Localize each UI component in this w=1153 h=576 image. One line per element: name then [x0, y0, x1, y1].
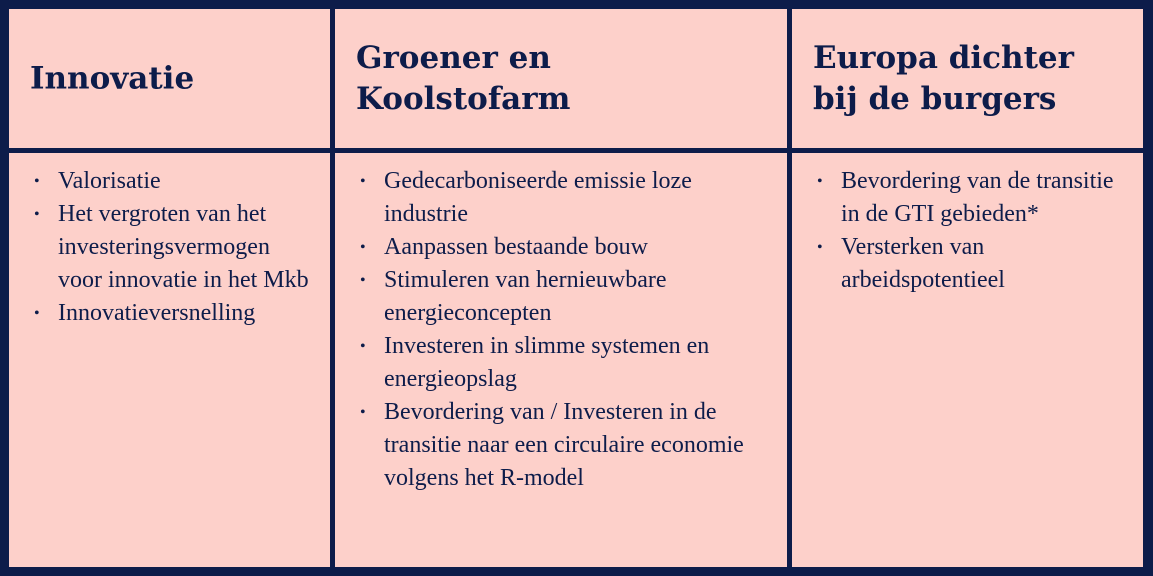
- list-item: [31, 297, 318, 330]
- list-item: [357, 396, 775, 495]
- list-item: [814, 165, 1131, 231]
- header-cell-innovatie: [9, 9, 330, 148]
- list-item-text: Valorisatie: [58, 168, 161, 194]
- header-cell-europa: [792, 9, 1143, 148]
- bullet-icon: •: [34, 173, 40, 190]
- bullet-icon: •: [34, 305, 40, 322]
- bullet-icon: •: [360, 272, 366, 289]
- list-item-text: Het vergroten van het investeringsvermogen voor innovatie in het Mkb: [58, 201, 309, 293]
- list-item-text: Innovatieversnelling: [58, 300, 256, 326]
- list-item-text: Investeren in slimme systemen en energieopslag: [384, 333, 710, 392]
- bullet-icon: •: [360, 404, 366, 421]
- list-item: [814, 231, 1131, 297]
- list-item-text: Versterken van arbeidspotentieel: [841, 234, 1005, 293]
- column-heading: Europa dichter bij de burgers: [813, 39, 1074, 117]
- list-item: [357, 330, 775, 396]
- list-item: [31, 165, 318, 198]
- header-cell-groener: [335, 9, 787, 148]
- bullet-list: [814, 165, 1131, 297]
- body-cell-innovatie: [9, 153, 330, 567]
- bullet-icon: •: [817, 173, 823, 190]
- list-item: [31, 198, 318, 297]
- bullet-list: [31, 165, 318, 330]
- list-item-text: Bevordering van de transitie in de GTI gebieden*: [841, 168, 1114, 227]
- bullet-icon: •: [360, 239, 366, 256]
- list-item-text: Bevordering van / Investeren in de transitie naar een circulaire economie volgens het R-model: [384, 399, 744, 491]
- bullet-icon: •: [817, 239, 823, 256]
- list-item-text: Gedecarboniseerde emissie loze industrie: [384, 168, 692, 227]
- bullet-list: [357, 165, 775, 495]
- column-heading: Groener en Koolstofarm: [356, 39, 571, 117]
- list-item: [357, 264, 775, 330]
- column-heading: Innovatie: [30, 60, 195, 96]
- list-item: [357, 165, 775, 231]
- bullet-icon: •: [360, 173, 366, 190]
- list-item-text: Stimuleren van hernieuwbare energieconcepten: [384, 267, 667, 326]
- body-cell-europa: [792, 153, 1143, 567]
- body-cell-groener: [335, 153, 787, 567]
- bullet-icon: •: [34, 206, 40, 223]
- list-item-text: Aanpassen bestaande bouw: [384, 234, 648, 260]
- list-item: [357, 231, 775, 264]
- bullet-icon: •: [360, 338, 366, 355]
